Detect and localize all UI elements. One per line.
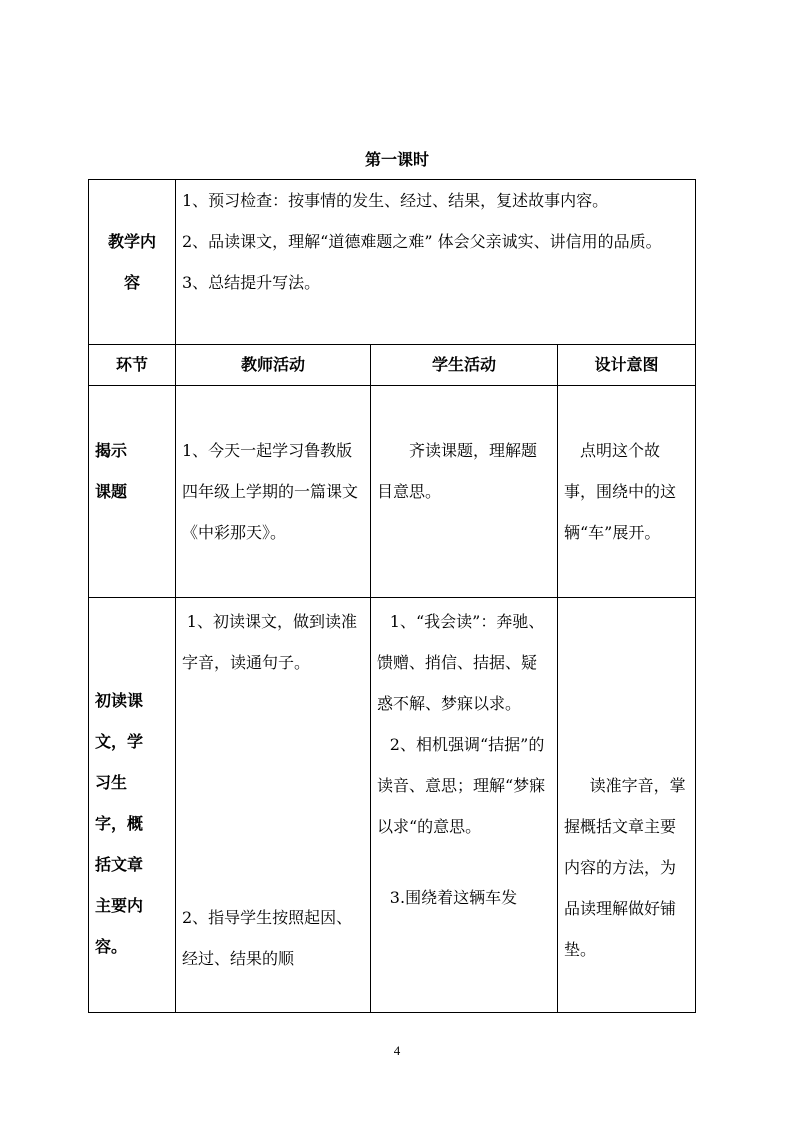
teaching-content-row <box>89 180 696 345</box>
lesson-title: 第一课时 <box>364 150 429 169</box>
lesson-plan-table <box>88 179 696 1013</box>
content-item-1: 1、预习检查：按事情的发生、经过、结果，复述故事内容。 <box>182 191 609 210</box>
row-reveal-topic <box>89 386 696 598</box>
header-row <box>89 345 696 386</box>
header-intent: 设计意图 <box>558 345 696 386</box>
stage-first-reading: 初读课文，学习生字，概括文章主要内容。 <box>89 598 176 1013</box>
header-stage: 环节 <box>89 345 176 386</box>
header-student: 学生活动 <box>371 345 558 386</box>
teacher-activity-2: 1、初读课文，做到读准字音，读通句子。 2、指导学生按照起因、经过、结果的顺 <box>176 598 371 1013</box>
teacher-activity-1: 1、今天一起学习鲁教版四年级上学期的一篇课文《中彩那天》。 <box>176 386 371 598</box>
content-item-2: 2、品读课文，理解“道德难题之难” 体会父亲诚实、讲信用的品质。 <box>182 232 662 251</box>
design-intent-2: 读准字音，掌握概括文章主要内容的方法，为品读理解做好铺垫。 <box>558 598 696 1013</box>
content-item-3: 3、总结提升写法。 <box>182 273 321 292</box>
page-number: 4 <box>393 1043 401 1058</box>
row-first-reading <box>89 598 696 1013</box>
student-activity-2: 1、“我会读”：奔驰、馈赠、捎信、拮据、疑惑不解、梦寐以求。 2、相机强调“拮据”的读音、意思；理解“梦寐以求“的意思。 3.围绕着这辆车发 <box>371 598 558 1013</box>
stage-reveal-topic: 揭示课题 <box>89 386 176 598</box>
teaching-content-cell <box>176 180 696 345</box>
teaching-content-label: 教学内容 <box>89 180 176 345</box>
student-activity-1: 齐读课题，理解题目意思。 <box>371 386 558 598</box>
design-intent-1: 点明这个故事，围绕中的这辆“车”展开。 <box>558 386 696 598</box>
header-teacher: 教师活动 <box>176 345 371 386</box>
